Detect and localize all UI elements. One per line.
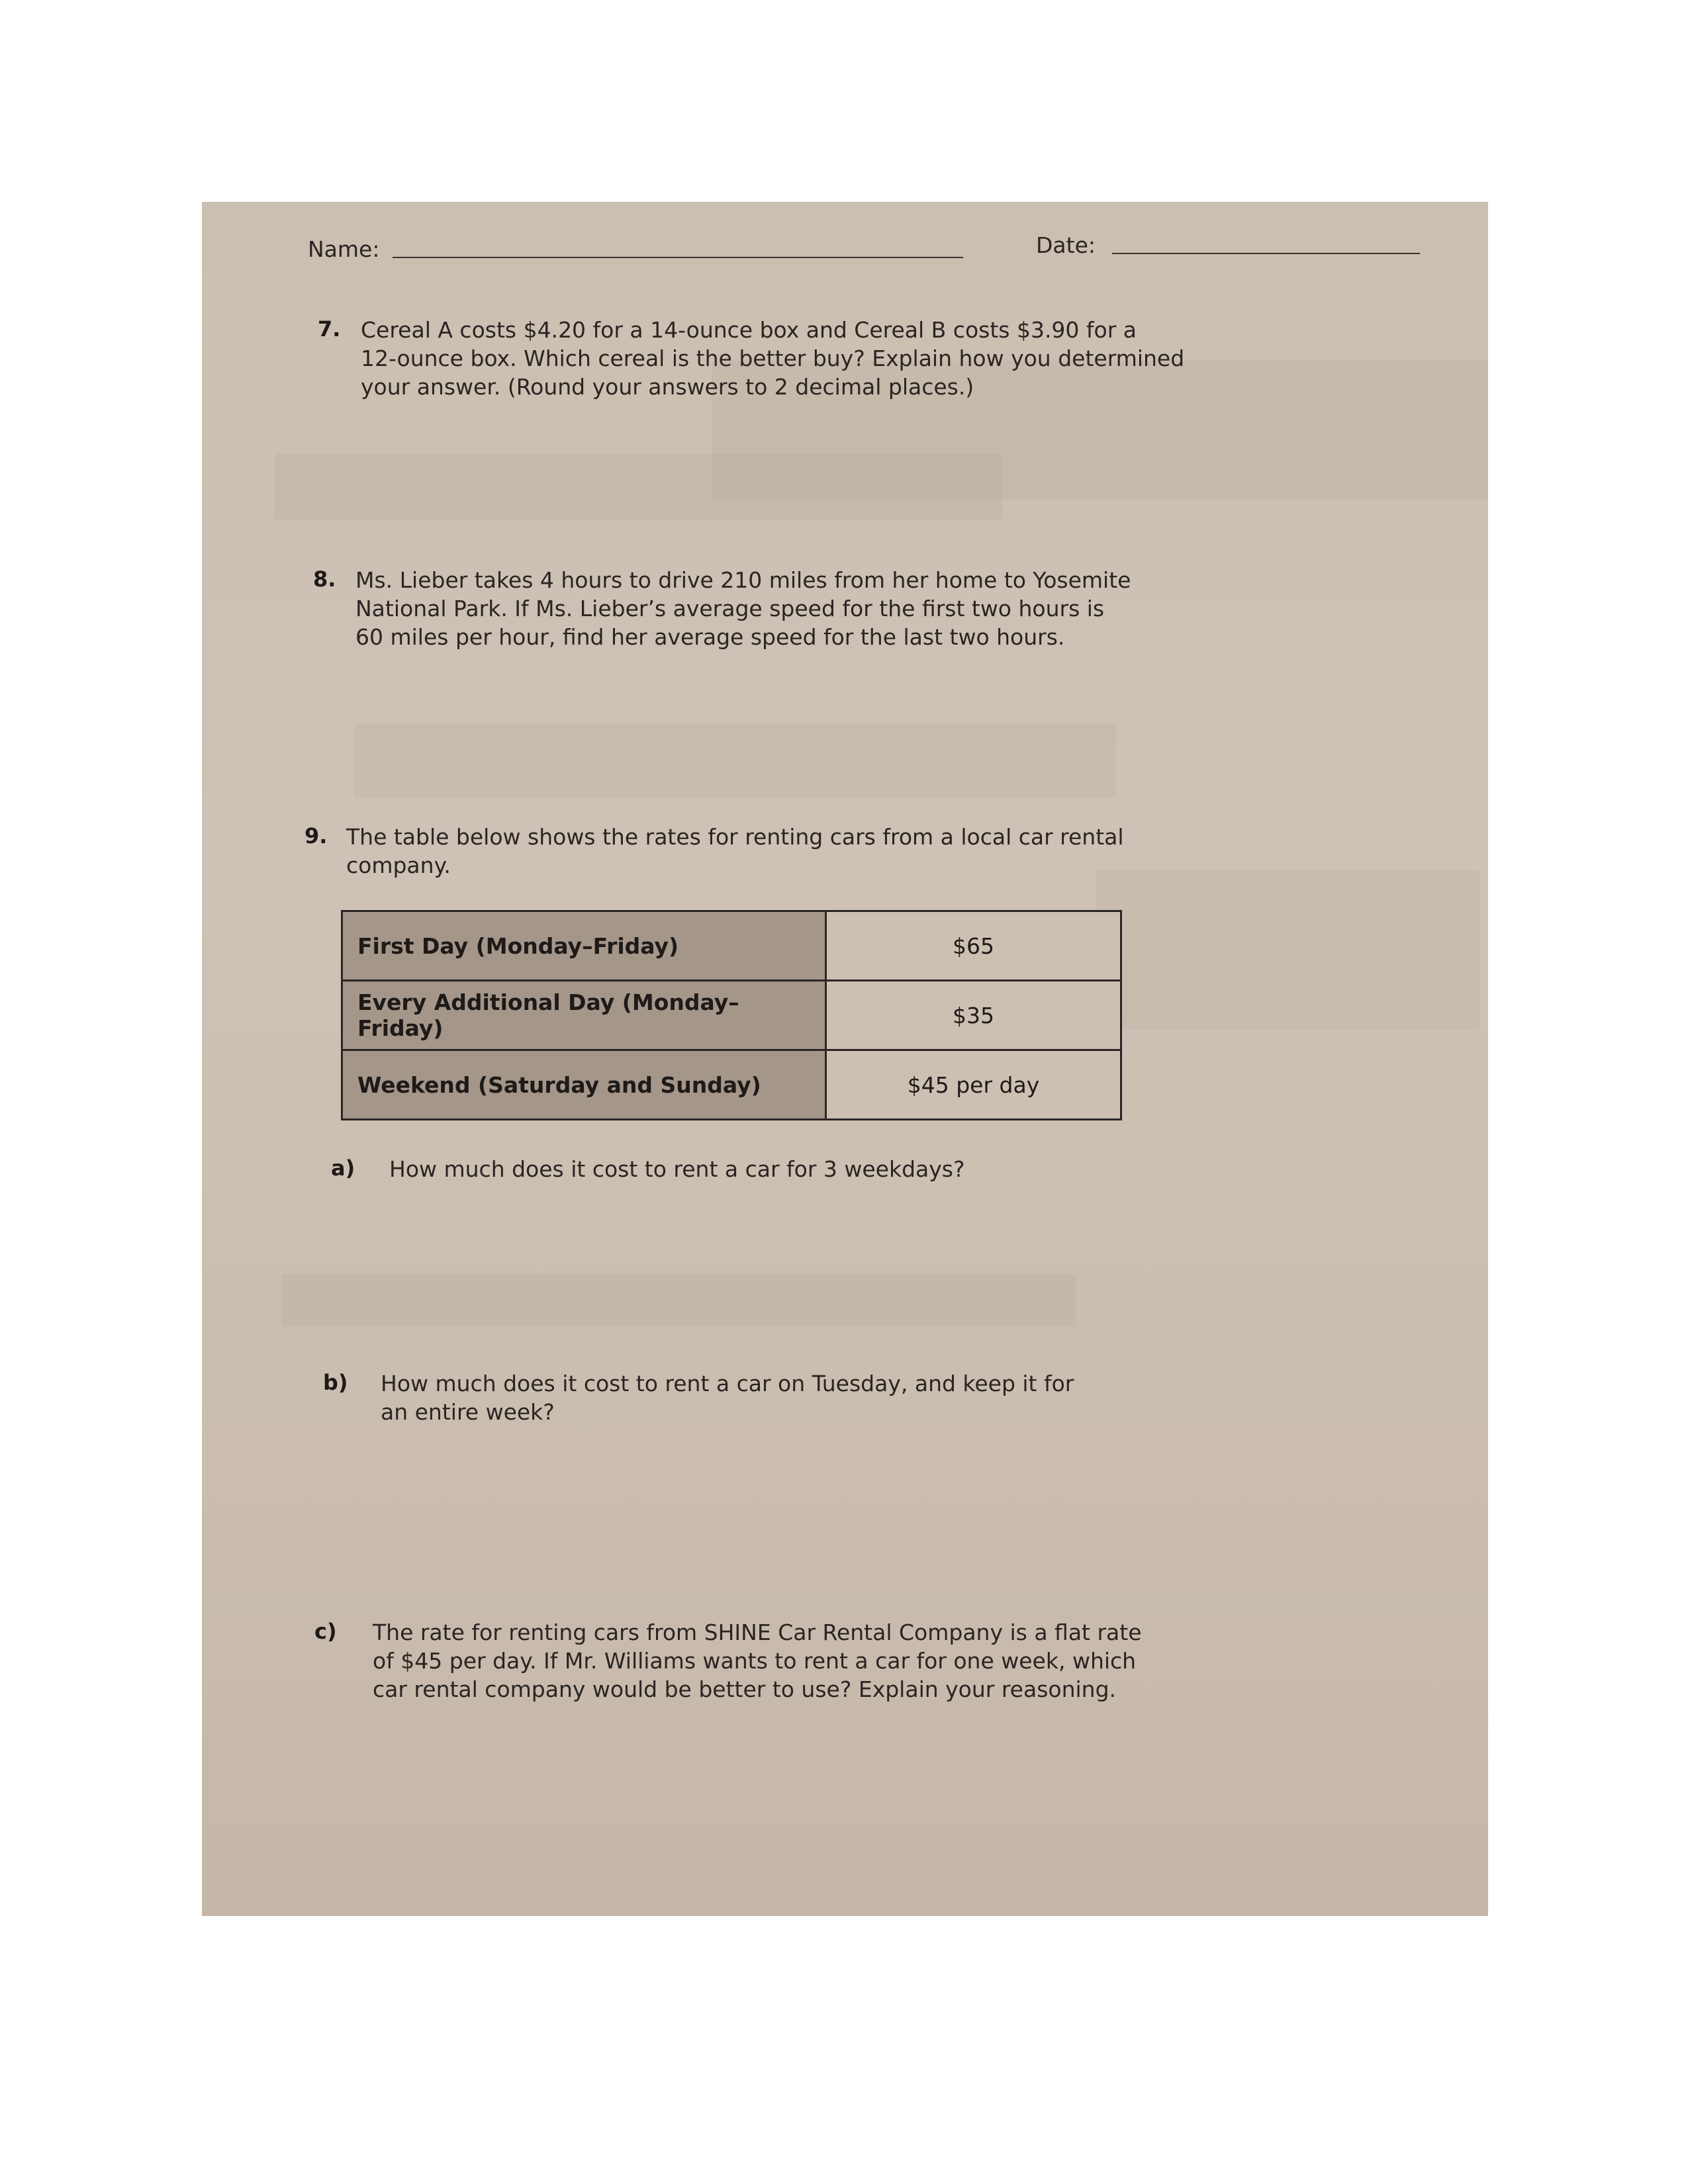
part-b-line: How much does it cost to rent a car on Tuesday, and keep it for (381, 1371, 1074, 1396)
part-c-line: car rental company would be better to use? Explain your reasoning. (373, 1676, 1117, 1702)
rate-value-cell: $65 (826, 911, 1121, 981)
question-7-line: 12-ounce box. Which cereal is the better buy? Explain how you determined (361, 345, 1185, 371)
table-row (342, 911, 1121, 981)
question-9-number: 9. (305, 823, 328, 848)
bleed-through-shadow (281, 1274, 1076, 1327)
part-c-line: of $45 per day. If Mr. Williams wants to rent a car for one week, which (373, 1648, 1137, 1674)
bleed-through-shadow (354, 725, 1115, 797)
part-b-line: an entire week? (381, 1399, 555, 1425)
bleed-through-shadow (275, 453, 1003, 520)
worksheet-paper (202, 202, 1488, 1916)
bleed-through-shadow (1096, 870, 1479, 1029)
table-row (342, 1050, 1121, 1120)
rate-label-cell: Every Additional Day (Monday–Friday) (342, 981, 826, 1050)
table-row (342, 981, 1121, 1050)
rental-rates-table (341, 910, 1122, 1120)
part-b-label: b) (323, 1370, 348, 1395)
part-a-line: How much does it cost to rent a car for 3 weekdays? (389, 1156, 965, 1182)
rate-label-cell: First Day (Monday–Friday) (342, 911, 826, 981)
name-label: Name: (308, 236, 380, 262)
date-line (1112, 253, 1420, 254)
question-7-line: your answer. (Round your answers to 2 decimal places.) (361, 374, 974, 400)
part-c-label: c) (314, 1619, 337, 1644)
part-a-label: a) (331, 1156, 355, 1181)
question-9-line: The table below shows the rates for renting cars from a local car rental (346, 824, 1124, 850)
date-label: Date: (1036, 232, 1096, 258)
part-c-line: The rate for renting cars from SHINE Car Rental Company is a flat rate (373, 1619, 1142, 1645)
rate-value-cell: $45 per day (826, 1050, 1121, 1120)
name-line (393, 257, 963, 258)
question-8-number: 8. (313, 567, 336, 592)
question-7-line: Cereal A costs $4.20 for a 14-ounce box and Cereal B costs $3.90 for a (361, 317, 1137, 343)
question-9-line: company. (346, 852, 451, 878)
question-7-number: 7. (318, 316, 341, 341)
rate-value-cell: $35 (826, 981, 1121, 1050)
question-8-line: Ms. Lieber takes 4 hours to drive 210 miles from her home to Yosemite (355, 567, 1131, 593)
rate-label-cell: Weekend (Saturday and Sunday) (342, 1050, 826, 1120)
question-8-line: 60 miles per hour, find her average speed for the last two hours. (355, 624, 1065, 650)
question-8-line: National Park. If Ms. Lieber’s average speed for the first two hours is (355, 596, 1105, 621)
